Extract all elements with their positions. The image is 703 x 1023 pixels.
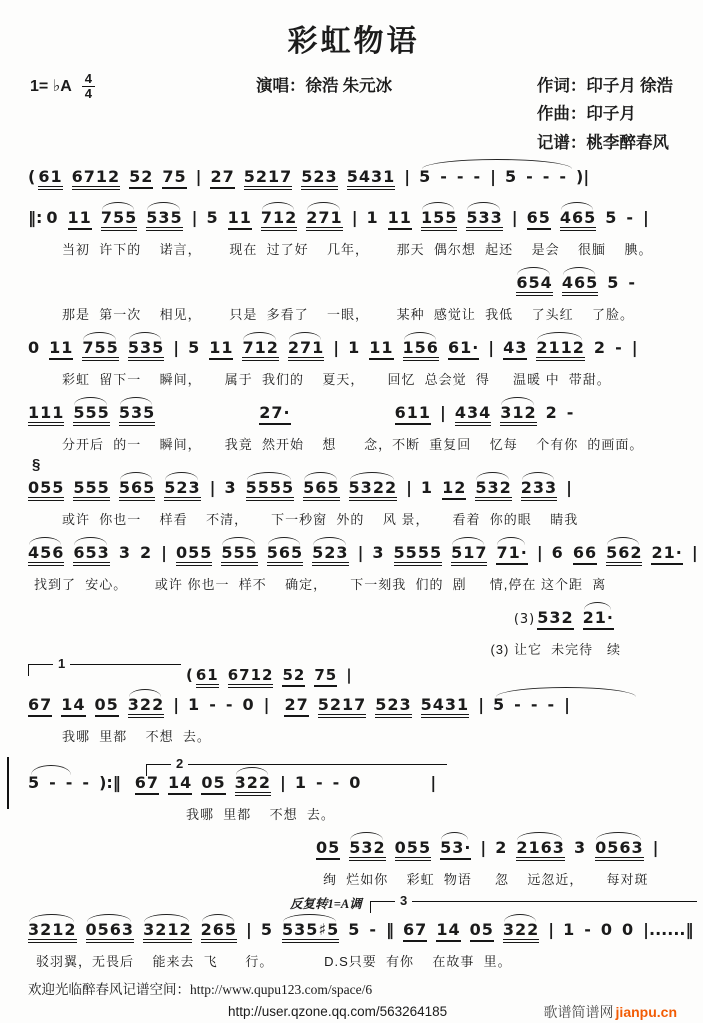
- barline: |: [548, 920, 555, 939]
- note-group: 5: [607, 273, 620, 292]
- note-group: 055: [28, 479, 64, 501]
- note-group: 535: [128, 339, 164, 361]
- note-group: 712: [242, 339, 278, 361]
- note-group: 555: [73, 479, 109, 501]
- note-group: -: [584, 920, 592, 939]
- note-group: 322: [128, 696, 164, 718]
- note-group: 523: [164, 479, 200, 501]
- note-group: 75: [162, 168, 186, 189]
- song-title: 彩虹物语: [287, 25, 420, 58]
- note-group: 111: [28, 404, 64, 426]
- note-group: 5: [260, 920, 273, 939]
- note-group: 5322: [349, 479, 398, 501]
- notation-row: [28, 394, 679, 435]
- note-group: 1: [294, 773, 307, 792]
- note-group: (: [186, 666, 194, 684]
- note-group: 562: [606, 544, 642, 566]
- note-group: 11: [369, 339, 393, 360]
- note-group: 53·: [440, 839, 471, 860]
- footer-welcome-link[interactable]: 欢迎光临醉春风记谱空间：http://www.qupu123.com/space/6: [28, 982, 373, 997]
- note-group: 535: [119, 404, 155, 426]
- note-group: 155: [421, 209, 457, 231]
- note-group: 456: [28, 544, 64, 566]
- note-group: 5555: [394, 544, 443, 566]
- note-group: 5: [504, 167, 518, 186]
- note-group: 27: [284, 696, 308, 717]
- note-group: 27·: [259, 404, 290, 425]
- time-top: 4: [82, 72, 95, 87]
- note-group: 055: [395, 839, 431, 861]
- lyrics-line: (3) 让它 未完待 续: [490, 642, 621, 657]
- note-group: 465: [562, 274, 598, 296]
- notation-row: [28, 469, 679, 510]
- note-group: 611: [395, 404, 431, 425]
- note-group: 65: [527, 209, 551, 230]
- barline: |: [511, 208, 518, 227]
- note-group: 11: [388, 209, 412, 230]
- note-group: -: [49, 773, 57, 792]
- barline: |: [209, 478, 216, 497]
- note-group: 565: [267, 544, 303, 566]
- lyrics-line: 绚 烂如你 彩虹 物语 忽 远忽近， 每对斑: [323, 872, 649, 887]
- note-group: 11: [49, 339, 73, 360]
- lyrics-line: 那是 第一次 相见， 只是 多看了 一眼， 某种 感觉让 我低 了头红 了脸。: [62, 307, 635, 322]
- note-group: -: [615, 338, 623, 357]
- note-group: -: [369, 920, 378, 939]
- barline: |: [195, 167, 202, 186]
- note-group: 05: [95, 696, 119, 717]
- note-group: -: [209, 695, 217, 714]
- note-group: 2112: [536, 339, 585, 361]
- spacer: [300, 417, 395, 418]
- volta-number: 2: [171, 756, 188, 771]
- note-group: 5431: [421, 696, 470, 718]
- time-bottom: 4: [84, 85, 93, 101]
- barline: |: [566, 478, 572, 497]
- barline: |: [536, 543, 543, 562]
- note-group: 11: [209, 339, 233, 360]
- note-group: 565: [303, 479, 339, 501]
- note-group: 11: [68, 209, 92, 230]
- note-group: 5: [28, 774, 40, 792]
- volta-number: 3: [395, 893, 412, 908]
- notation-row: [28, 264, 679, 305]
- lyrics-line: 我哪 里都 不想 去。: [186, 807, 335, 822]
- final-system: [28, 911, 694, 969]
- note-group: 75: [314, 667, 337, 687]
- note-group: 3212: [143, 921, 192, 943]
- note-group: 2: [593, 338, 607, 357]
- key-text: 1= ♭A: [30, 78, 72, 96]
- site-brand: [544, 1001, 677, 1023]
- note-group: 523: [312, 544, 348, 566]
- note-group: 055: [176, 544, 212, 566]
- note-group: (3): [513, 612, 536, 627]
- barline: |: [246, 920, 252, 939]
- system-left-barline: [7, 757, 9, 809]
- note-group: 67: [28, 696, 52, 717]
- note-group: 27: [210, 168, 234, 189]
- note-group: -: [566, 403, 575, 422]
- notation-row: [28, 686, 679, 727]
- note-group: 271: [306, 209, 342, 231]
- spacer: [370, 787, 430, 788]
- note-group: 156: [403, 339, 439, 361]
- barline: |: [346, 666, 352, 684]
- note-group: 61·: [448, 339, 479, 360]
- note-group: 555: [73, 404, 109, 426]
- note-group: 5217: [318, 696, 367, 718]
- spacer: [164, 417, 259, 418]
- note-group: 5: [419, 168, 431, 186]
- note-group: 2: [545, 403, 558, 422]
- credits-block: [537, 72, 673, 157]
- note-group: 322: [235, 774, 271, 796]
- note-group: 755: [82, 339, 118, 361]
- lyrics-line: 彩虹 留下一 瞬间， 属于 我们的 夏天， 回忆 总会觉 得 温暖 中 带甜。: [62, 372, 611, 387]
- note-group: 14: [61, 696, 85, 717]
- barline: |: [357, 543, 364, 562]
- note-group: 434: [455, 404, 491, 426]
- barline: |: [439, 403, 446, 422]
- barline: |: [488, 338, 495, 357]
- note-group: 265: [201, 921, 237, 943]
- note-group: 5: [348, 920, 361, 939]
- volta-bracket-1: [28, 656, 181, 676]
- repeat-annotation-row: [28, 894, 679, 911]
- note-group: 14: [168, 774, 192, 795]
- note-group: 654: [516, 274, 552, 296]
- note-group: 523: [375, 696, 411, 718]
- barline: )|: [576, 167, 590, 186]
- note-group: -: [626, 208, 635, 227]
- note-group: -: [315, 773, 324, 792]
- note-group: 532: [349, 839, 385, 861]
- note-group: 5: [493, 696, 505, 714]
- spacer: [28, 852, 316, 853]
- barline: |: [173, 338, 180, 357]
- barline: |: [490, 167, 496, 186]
- note-group: (: [28, 167, 37, 186]
- note-group: -: [456, 167, 465, 186]
- barline: |: [691, 543, 698, 562]
- lyrics-line: 当初 许下的 诺言， 现在 过了好 几年， 那天 偶尔想 起还 是会 很腼 腆。: [62, 242, 653, 257]
- note-group: 1: [420, 478, 434, 497]
- lyrics-line: 分开后 的一 瞬间， 我竟 然开始 想 念，不断 重复回 忆每 个有你 的画面。: [62, 437, 644, 452]
- note-group: 5217: [244, 168, 293, 190]
- first-ending-volta-system: [28, 656, 679, 744]
- barline: |: [279, 773, 286, 792]
- lyrics-line: 我哪 里都 不想 去。: [62, 729, 211, 744]
- note-group: 43: [503, 339, 527, 360]
- note-group: 6712: [72, 168, 121, 190]
- note-group: 2: [139, 543, 153, 562]
- note-group: 755: [101, 209, 137, 231]
- note-group: 517: [451, 544, 487, 566]
- note-group: 555: [221, 544, 257, 566]
- note-group: 0563: [595, 839, 644, 861]
- note-group: -: [332, 773, 341, 792]
- header-meta: [28, 66, 679, 158]
- credit-lyricist: 作词：印子月 徐浩: [536, 76, 673, 95]
- note-group: 67: [403, 921, 427, 942]
- note-group: -: [628, 273, 636, 292]
- barline: |: [191, 208, 198, 227]
- note-group: 66: [573, 544, 597, 565]
- note-group: 653: [73, 544, 109, 566]
- note-group: 05: [201, 774, 225, 795]
- notation-row: [28, 199, 679, 240]
- note-group: 5: [188, 338, 201, 357]
- segno-icon: §: [32, 456, 41, 473]
- intro-system: [28, 158, 679, 199]
- note-group: 532: [475, 479, 511, 501]
- volta-row: [28, 656, 679, 686]
- second-voice-system: [28, 394, 679, 452]
- note-group: 52: [129, 168, 153, 189]
- notation-row: [28, 911, 694, 952]
- note-group: 61: [38, 168, 62, 190]
- lyrics-line: 找到了 安心。 或许 你也一 样不 确定， 下一刻我 们的 剧 情,停在 这个距 离: [34, 577, 607, 592]
- barline: |: [631, 338, 638, 357]
- barline: ‖: [386, 920, 395, 939]
- note-group: -: [514, 695, 522, 714]
- note-group: 565: [119, 479, 155, 501]
- note-group: 05: [316, 839, 340, 860]
- note-group: 5555: [246, 479, 295, 501]
- note-group: 3: [573, 838, 587, 857]
- note-group: 05: [470, 921, 494, 942]
- credit-singers: 演唱：徐浩 朱元冰: [256, 76, 393, 95]
- note-group: 0: [242, 695, 255, 714]
- note-group: 1: [366, 208, 379, 227]
- footer-qzone-link[interactable]: http://user.qzone.qq.com/563264185: [228, 1003, 448, 1019]
- note-group: 0: [46, 208, 59, 227]
- note-group: 71·: [496, 544, 527, 565]
- note-group: 233: [521, 479, 557, 501]
- note-group: -: [547, 695, 556, 714]
- barline: |: [480, 838, 487, 857]
- note-group: 5: [206, 208, 219, 227]
- note-group: 11: [228, 209, 252, 230]
- barline: |: [404, 167, 411, 186]
- note-group: 0: [600, 920, 614, 939]
- bridge-system: [28, 829, 679, 887]
- note-group: 271: [288, 339, 324, 361]
- second-ending-system: [28, 264, 679, 322]
- note-group: -: [530, 695, 539, 714]
- note-group: 535: [146, 209, 182, 231]
- note-group: 535♯5: [282, 921, 339, 943]
- barline: |: [643, 208, 649, 227]
- verse-system-1: [28, 199, 679, 257]
- barline: |: [173, 695, 180, 714]
- note-group: 5431: [347, 168, 396, 190]
- notation-row: [28, 829, 679, 870]
- repeat-modulation-note: 反复转1=A调: [290, 897, 362, 911]
- note-group: 533: [466, 209, 502, 231]
- note-group: 312: [500, 404, 536, 426]
- barline: |: [478, 695, 485, 714]
- note-group: 523: [301, 168, 337, 190]
- lyrics-line: 驳羽翼，无畏后 能来去 飞 行。 D.S只要 有你 在故事 里。: [36, 954, 512, 969]
- note-group: 67: [135, 774, 159, 795]
- note-group: 322: [503, 921, 539, 943]
- barline: |: [430, 773, 437, 792]
- barline: |: [406, 478, 412, 497]
- note-group: 0: [622, 920, 635, 939]
- note-group: 1: [563, 920, 576, 939]
- note-group: -: [440, 167, 448, 186]
- second-ending-volta-system: [28, 751, 679, 822]
- note-group: 12: [442, 479, 466, 500]
- note-group: -: [559, 167, 568, 186]
- lyrics-line: 或许 你也一 样看 不清， 下一秒窗 外的 风 景， 看着 你的眼 睛我: [62, 512, 579, 527]
- note-group: 465: [560, 209, 596, 231]
- note-group: 14: [436, 921, 460, 942]
- barline: ‖:: [28, 208, 43, 227]
- note-group: 3: [224, 478, 237, 497]
- notation-row: [28, 534, 698, 575]
- note-group: 0563: [86, 921, 135, 943]
- note-group: 712: [261, 209, 297, 231]
- brand-site-link[interactable]: jianpu.cn: [615, 1004, 677, 1020]
- chorus-system-1: [28, 456, 679, 527]
- note-group: 1: [188, 695, 201, 714]
- notation-row: [28, 329, 679, 370]
- verse-system-2: [28, 329, 679, 387]
- note-group: 1: [348, 338, 361, 357]
- note-group: 3212: [28, 921, 77, 943]
- notation-row: [28, 158, 679, 199]
- note-group: -: [542, 167, 551, 186]
- note-group: -: [82, 773, 91, 792]
- barline: |: [333, 338, 340, 357]
- note-group: -: [526, 167, 534, 186]
- key-signature: [30, 72, 95, 100]
- credit-composer: 作曲：印子月: [536, 104, 636, 124]
- notation-row: [28, 599, 679, 640]
- note-group: 0: [28, 338, 41, 357]
- barline: ):‖: [99, 773, 121, 792]
- note-group: 6: [551, 543, 564, 562]
- third-verse-tail-system: [28, 599, 679, 657]
- note-group: 2: [495, 838, 508, 857]
- barline: |: [161, 543, 167, 562]
- barline: |: [351, 208, 358, 227]
- note-group: 21·: [583, 609, 614, 630]
- chorus-system-2: [28, 534, 698, 592]
- note-group: 21·: [651, 544, 682, 565]
- note-group: 2163: [516, 839, 565, 861]
- note-group: -: [65, 773, 74, 792]
- barline: |: [263, 695, 270, 714]
- note-group: 61: [196, 667, 219, 688]
- credit-transcriber: 记谱：桃李醉春风: [536, 132, 669, 152]
- note-group: 6712: [228, 667, 274, 688]
- footer: [28, 979, 679, 1022]
- note-group: 0: [349, 773, 362, 792]
- barline: |......‖: [643, 920, 694, 939]
- note-group: 5: [605, 208, 618, 227]
- barline: |: [652, 838, 659, 857]
- note-group: -: [473, 167, 482, 186]
- time-signature: [82, 72, 95, 100]
- note-group: 532: [537, 609, 573, 630]
- brand-name: 歌谱简谱网: [543, 1004, 614, 1020]
- note-group: 52: [282, 667, 305, 687]
- volta-number: 1: [53, 656, 70, 671]
- note-group: 3: [118, 543, 131, 562]
- note-group: -: [225, 695, 234, 714]
- barline: |: [564, 695, 570, 714]
- note-group: 3: [372, 543, 385, 562]
